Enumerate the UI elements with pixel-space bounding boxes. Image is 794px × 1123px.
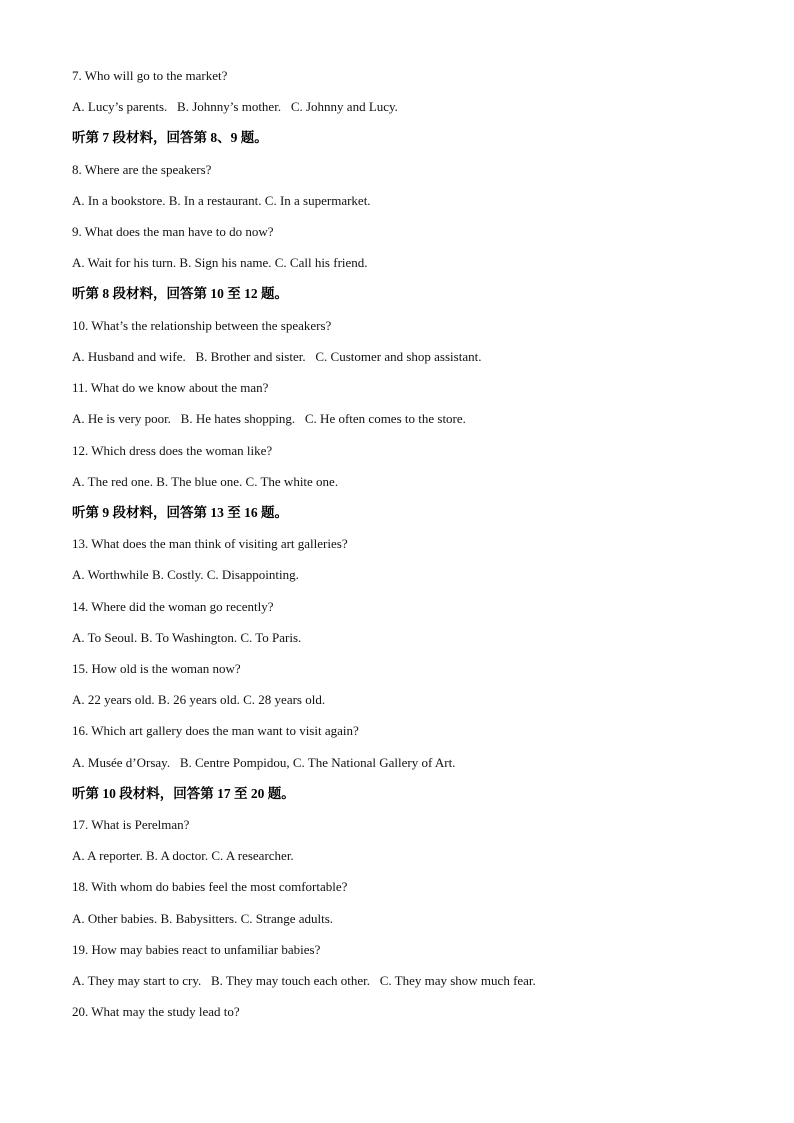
- question-18: 18. With whom do babies feel the most comfortable?: [72, 879, 348, 894]
- options-18: A. Other babies. B. Babysitters. C. Strange adults.: [72, 911, 334, 926]
- question-20: 20. What may the study lead to?: [72, 1004, 240, 1019]
- options-11: A. He is very poor. B. He hates shopping. C. He often comes to the store.: [72, 411, 466, 426]
- question-7: 7. Who will go to the market?: [72, 68, 228, 83]
- question-19: 19. How may babies react to unfamiliar babies?: [72, 942, 321, 957]
- options-10: A. Husband and wife. B. Brother and sister. C. Customer and shop assistant.: [72, 349, 482, 364]
- options-7: A. Lucy’s parents. B. Johnny’s mother. C. Johnny and Lucy.: [72, 99, 398, 114]
- options-15: A. 22 years old. B. 26 years old. C. 28 years old.: [72, 692, 326, 707]
- question-9: 9. What does the man have to do now?: [72, 224, 274, 239]
- options-13: A. Worthwhile B. Costly. C. Disappointing.: [72, 567, 299, 582]
- question-16: 16. Which art gallery does the man want to visit again?: [72, 723, 359, 738]
- question-17: 17. What is Perelman?: [72, 817, 190, 832]
- options-14: A. To Seoul. B. To Washington. C. To Paris.: [72, 630, 302, 645]
- options-17: A. A reporter. B. A doctor. C. A researcher.: [72, 848, 294, 863]
- options-19: A. They may start to cry. B. They may touch each other. C. They may show much fear.: [72, 973, 536, 988]
- section-heading-9: 听第 9 段材料，回答第 13 至 16 题。: [72, 505, 288, 520]
- options-9: A. Wait for his turn. B. Sign his name. C. Call his friend.: [72, 255, 368, 270]
- question-13: 13. What does the man think of visiting art galleries?: [72, 536, 348, 551]
- question-10: 10. What’s the relationship between the speakers?: [72, 318, 332, 333]
- options-8: A. In a bookstore. B. In a restaurant. C. In a supermarket.: [72, 193, 371, 208]
- section-heading-7: 听第 7 段材料，回答第 8、9 题。: [72, 130, 268, 145]
- options-12: A. The red one. B. The blue one. C. The white one.: [72, 474, 339, 489]
- section-heading-8: 听第 8 段材料，回答第 10 至 12 题。: [72, 286, 288, 301]
- options-16: A. Musée d’Orsay. B. Centre Pompidou, C. The National Gallery of Art.: [72, 755, 456, 770]
- section-heading-10: 听第 10 段材料，回答第 17 至 20 题。: [72, 786, 295, 801]
- question-12: 12. Which dress does the woman like?: [72, 443, 273, 458]
- question-8: 8. Where are the speakers?: [72, 162, 212, 177]
- question-14: 14. Where did the woman go recently?: [72, 599, 274, 614]
- question-15: 15. How old is the woman now?: [72, 661, 241, 676]
- question-11: 11. What do we know about the man?: [72, 380, 269, 395]
